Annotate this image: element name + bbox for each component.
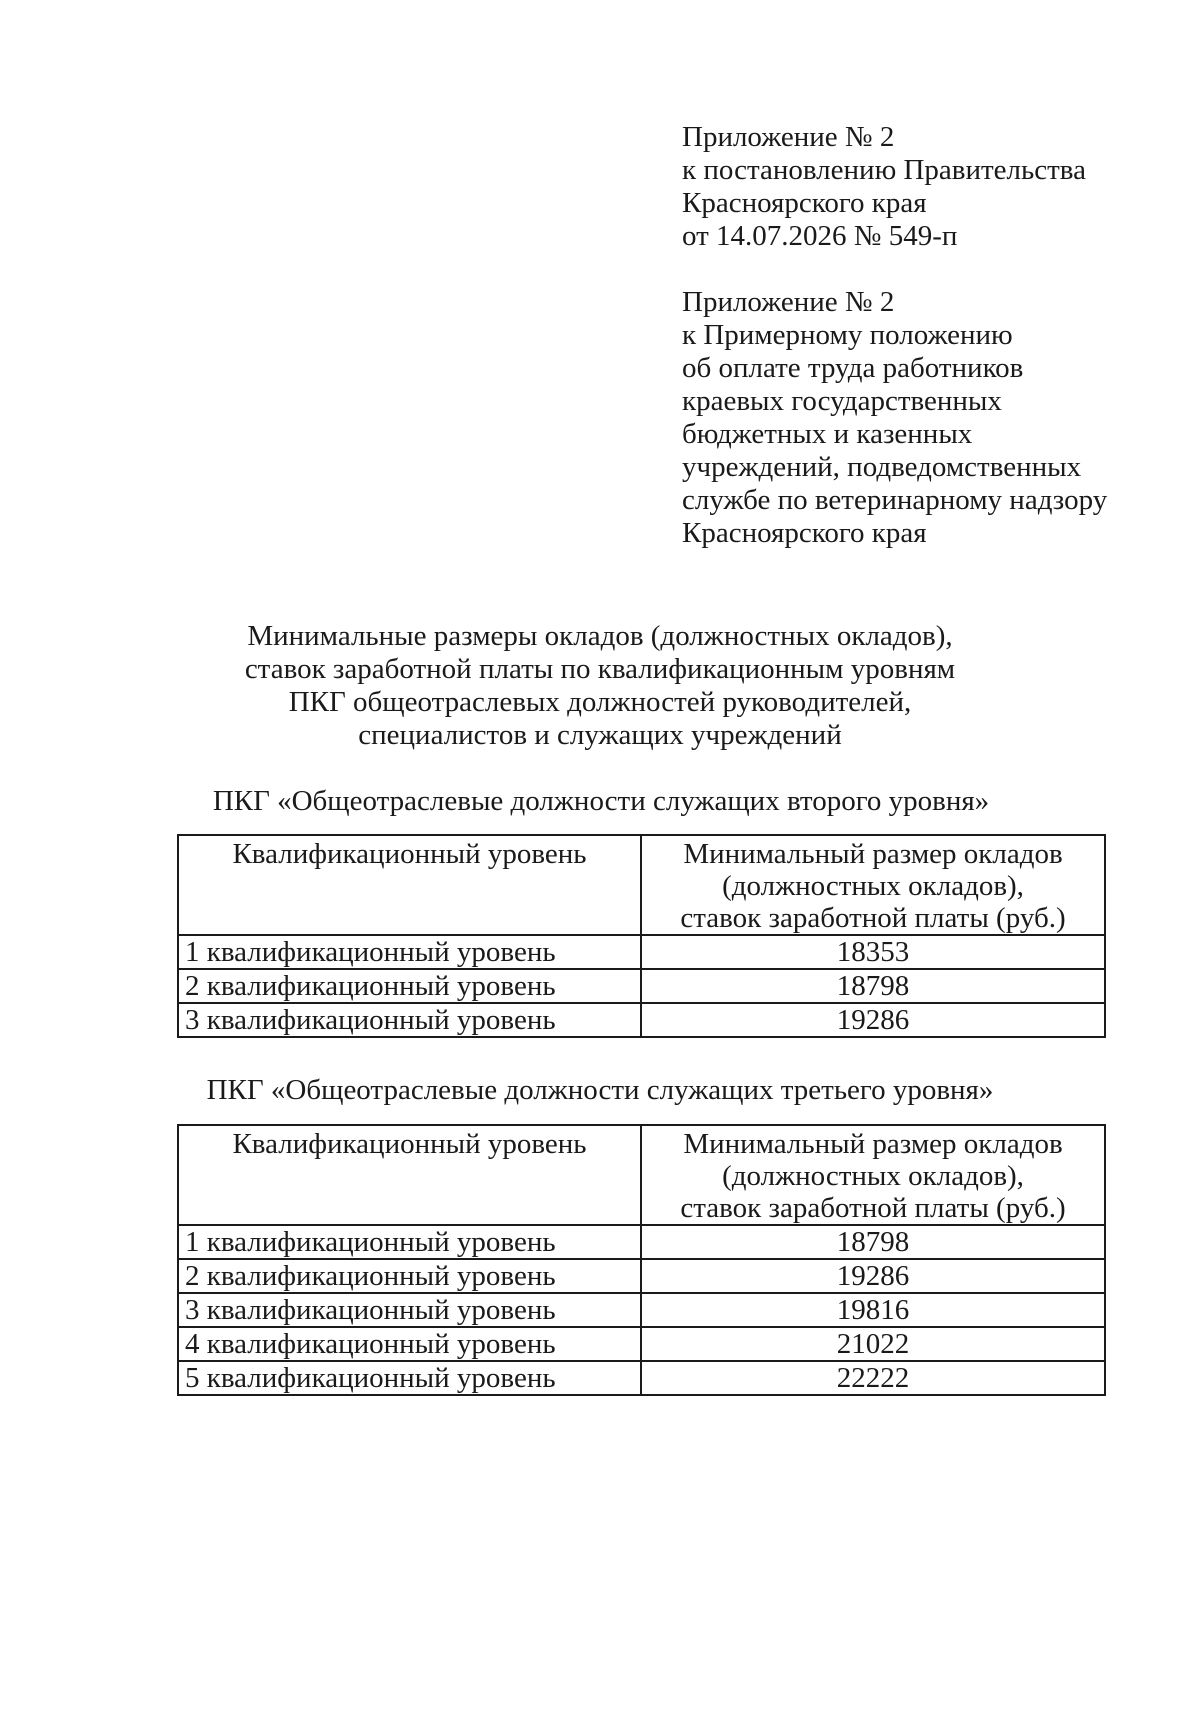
- appendix-decree-line: Приложение № 2: [682, 121, 895, 153]
- document-title: [0, 620, 1200, 752]
- header-salary-line: (должностных окладов),: [722, 870, 1024, 902]
- salary-cell: 19816: [641, 1293, 1105, 1327]
- document-title-line: ПКГ общеотраслевых должностей руководителей,: [288, 686, 912, 718]
- table-caption-second-level: ПКГ «Общеотраслевые должности служащих второго уровня»: [212, 785, 990, 817]
- table-row: [178, 1293, 1105, 1327]
- document-title-line: Минимальные размеры окладов (должностных окладов),: [247, 620, 953, 652]
- appendix-decree-line: к постановлению Правительства: [682, 154, 1086, 186]
- level-cell: 3 квалификационный уровень: [178, 1293, 641, 1327]
- appendix-regulation-line: учреждений, подведомственных: [682, 451, 1082, 483]
- table-header-row: [178, 1125, 1105, 1225]
- header-salary-line: ставок заработной платы (руб.): [680, 1192, 1066, 1224]
- table-row: [178, 1225, 1105, 1259]
- appendix-regulation-line: об оплате труда работников: [682, 352, 1024, 384]
- salary-cell: 19286: [641, 1259, 1105, 1293]
- appendix-regulation-line: бюджетных и казенных: [682, 418, 973, 450]
- appendix-decree-block: [682, 121, 1086, 253]
- table-row: [178, 1259, 1105, 1293]
- appendix-regulation-line: краевых государственных: [682, 385, 1002, 417]
- level-cell: 1 квалификационный уровень: [178, 935, 641, 969]
- header-salary-line: ставок заработной платы (руб.): [680, 902, 1066, 934]
- level-cell: 2 квалификационный уровень: [178, 969, 641, 1003]
- header-salary-cell: [641, 835, 1105, 935]
- table-row: [178, 935, 1105, 969]
- header-level-label: Квалификационный уровень: [232, 838, 587, 870]
- table-row: [178, 1003, 1105, 1037]
- level-cell: 4 квалификационный уровень: [178, 1327, 641, 1361]
- salary-table-third-level: [177, 1124, 1106, 1396]
- appendix-regulation-line: Красноярского края: [682, 517, 927, 549]
- header-salary-line: Минимальный размер окладов: [683, 1128, 1063, 1160]
- appendix-regulation-line: службе по ветеринарному надзору: [682, 484, 1108, 516]
- salary-table-second-level: [177, 834, 1106, 1038]
- header-salary-cell: [641, 1125, 1105, 1225]
- salary-cell: 18798: [641, 969, 1105, 1003]
- header-level-cell: [178, 835, 641, 935]
- level-cell: 2 квалификационный уровень: [178, 1259, 641, 1293]
- document-title-line: специалистов и служащих учреждений: [358, 719, 842, 751]
- document-title-line: ставок заработной платы по квалификационным уровням: [244, 653, 956, 685]
- header-salary-line: (должностных окладов),: [722, 1160, 1024, 1192]
- table-row: [178, 969, 1105, 1003]
- salary-cell: 21022: [641, 1327, 1105, 1361]
- level-cell: 3 квалификационный уровень: [178, 1003, 641, 1037]
- salary-cell: 18798: [641, 1225, 1105, 1259]
- header-level-cell: [178, 1125, 641, 1225]
- appendix-regulation-line: Приложение № 2: [682, 286, 895, 318]
- appendix-decree-line: Красноярского края: [682, 187, 927, 219]
- table-caption-third-level: ПКГ «Общеотраслевые должности служащих третьего уровня»: [206, 1074, 994, 1106]
- salary-cell: 18353: [641, 935, 1105, 969]
- salary-cell: 22222: [641, 1361, 1105, 1395]
- header-level-label: Квалификационный уровень: [232, 1128, 587, 1160]
- salary-cell: 19286: [641, 1003, 1105, 1037]
- header-salary-line: Минимальный размер окладов: [683, 838, 1063, 870]
- level-cell: 5 квалификационный уровень: [178, 1361, 641, 1395]
- appendix-regulation-block: [682, 286, 1107, 550]
- table-row: [178, 1327, 1105, 1361]
- appendix-regulation-line: к Примерному положению: [682, 319, 1013, 351]
- table-row: [178, 1361, 1105, 1395]
- level-cell: 1 квалификационный уровень: [178, 1225, 641, 1259]
- table-header-row: [178, 835, 1105, 935]
- appendix-decree-line: от 14.07.2026 № 549-п: [682, 220, 958, 252]
